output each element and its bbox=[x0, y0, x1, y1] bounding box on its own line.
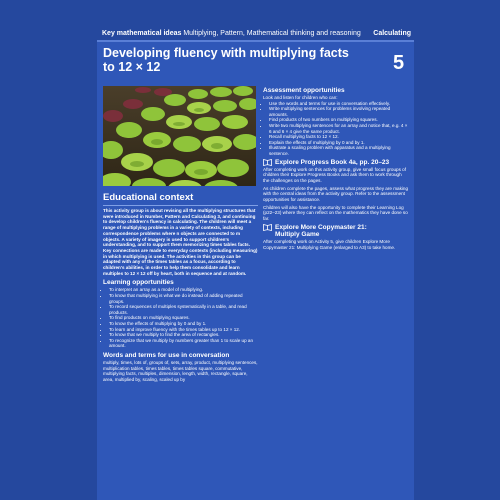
words-terms-heading: Words and terms for use in conversation bbox=[103, 351, 230, 359]
assessment-heading: Assessment opportunities bbox=[263, 87, 345, 94]
right-column bbox=[263, 84, 409, 252]
list-item: • Write multiplying sentences for problems involving repeated amounts. bbox=[269, 106, 409, 117]
book-icon bbox=[263, 224, 272, 231]
list-item: • To learn and improve fluency with the times tables up to 12 × 12. bbox=[109, 327, 258, 333]
list-item: • To recognize that we multiply by numbers greater than 1 to scale up an amount. bbox=[109, 338, 258, 349]
left-column bbox=[103, 192, 258, 385]
list-item: • Find products of two numbers on multiplying squares. bbox=[269, 117, 409, 123]
unit-number: 5 bbox=[393, 52, 405, 74]
list-item: • Explain the effects of multiplying by 0 and by 1. bbox=[269, 140, 409, 146]
assessment-intro: Look and listen for children who can: bbox=[263, 95, 338, 100]
list-item: • Use the words and terms for use in conversation effectively. bbox=[269, 101, 409, 107]
educational-context-body: This activity group is about revising all the multiplying structures that were introduced in Number, Pattern and Calculating 3, and continuing to develop children's fluency in calculating. The children will meet a range of multiplying problems in a variety of contexts, including correspondence problems where n objects are connected to m objects. A variety of imagery is used to support children's understanding, and to support them memorizing times tables facts. Key connections are made to everyday contexts (including measuring) in which multiplying is used. The activities in this group can be adapted with any of the times tables as a focus, according to children's abilities, in order to help them consolidate and learn multiples to 12 × 12 off by heart, both in sequence and at random. bbox=[103, 208, 258, 276]
copymaster-heading-line2: Multiply Game bbox=[275, 230, 320, 238]
key-ideas bbox=[102, 30, 361, 37]
learning-opportunities-list bbox=[103, 287, 258, 349]
content-sheet bbox=[97, 40, 414, 500]
subject-label: Calculating bbox=[373, 30, 411, 37]
progress-book-heading: Explore Progress Book 4a, pp. 20–23 bbox=[275, 158, 390, 166]
list-item: • Illustrate a scaling problem with apparatus and a multiplying sentence. bbox=[269, 145, 409, 156]
key-ideas-list: Multiplying, Pattern, Mathematical thinking and reasoning bbox=[183, 30, 361, 37]
lettuce-field-image bbox=[103, 86, 256, 186]
progress-book-paragraph: Children will also have the opportunity to complete their Learning Log (p22–23) where they can reflect on the mathematics they have done so far. bbox=[263, 204, 408, 222]
assessment-list bbox=[263, 101, 409, 157]
list-item: • To record sequences of multiples systematically in a table, and read products. bbox=[109, 304, 258, 315]
learning-opportunities-heading: Learning opportunities bbox=[103, 279, 174, 287]
list-item: • To interpret an array as a model of multiplying. bbox=[109, 287, 258, 293]
book-icon bbox=[263, 159, 272, 166]
progress-book-paragraph: As children complete the pages, assess what progress they are making with the central ideas from the activity group. Refer to the assessment opportunities for assistance. bbox=[263, 185, 409, 203]
copymaster-header bbox=[263, 224, 409, 238]
list-item: • Recall multiplying facts to 12 × 12. bbox=[269, 134, 409, 140]
words-terms-body: multiply, times, lots of, groups of, sets, array, product, multiplying sentences, multiplication tables, times tables, times tables square, commutative, multiplying facts, multiples, dimension, length, width, rectangle, square, area, multiplied by, scaling, scaled up by bbox=[103, 359, 258, 383]
educational-context-heading: Educational context bbox=[103, 192, 258, 206]
page-title: Developing fluency with multiplying facts to 12 × 12 bbox=[103, 46, 349, 74]
list-item: • To know that multiplying is what we do instead of adding repeated groups. bbox=[109, 293, 258, 304]
copymaster-heading-line1: Explore More Copymaster 21: bbox=[275, 223, 367, 231]
progress-book-header bbox=[263, 159, 409, 166]
key-ideas-label: Key mathematical ideas bbox=[102, 30, 182, 37]
list-item: • To know that we multiply to find the area of rectangles. bbox=[109, 332, 258, 338]
list-item: • Write two multiplying sentences for an array and notice that, e.g. 4 × 6 and 6 × 4 give the same product. bbox=[269, 123, 409, 134]
list-item: • To find products on multiplying squares. bbox=[109, 315, 258, 321]
top-bar bbox=[0, 0, 500, 40]
lettuce-field-photo bbox=[103, 86, 256, 186]
progress-book-paragraph: After completing work on this activity group, give small focus groups of children their Explore Progress Books and ask them to work through the challenges on the pages. bbox=[263, 166, 406, 183]
copymaster-body: After completing work on Activity 5, give children Explore More Copymaster 21: Multiplying Game (enlarged to A3) to take home. bbox=[263, 238, 396, 250]
list-item: • To know the effects of multiplying by 0 and by 1. bbox=[109, 321, 258, 327]
